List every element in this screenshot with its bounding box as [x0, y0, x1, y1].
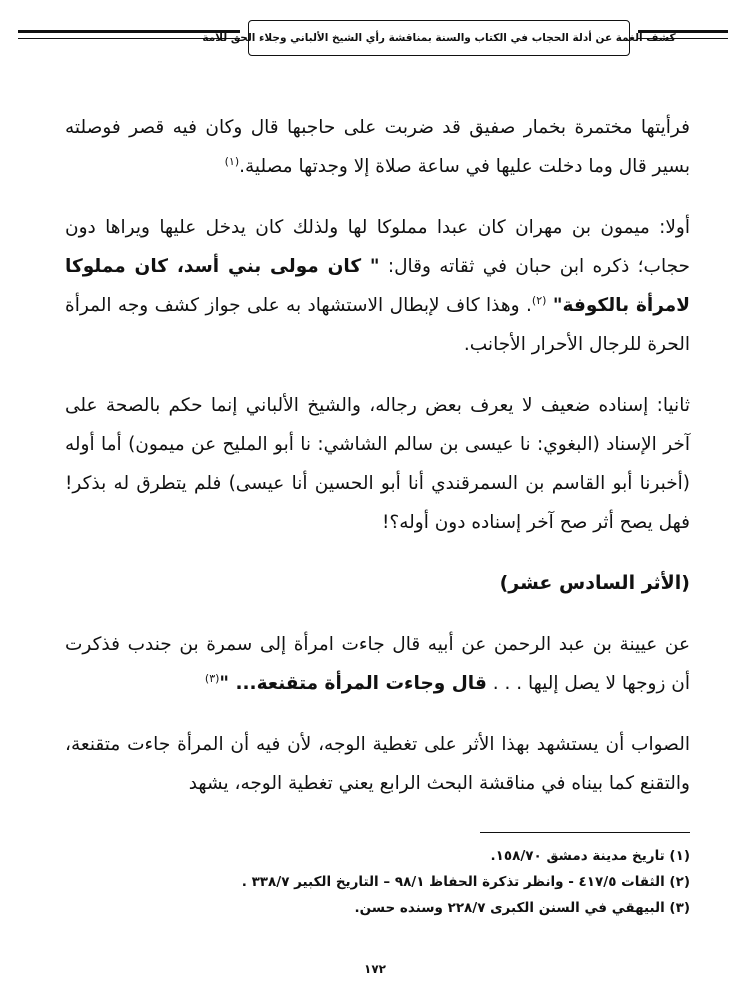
footnote-ref-1: (١) — [224, 154, 240, 168]
footnote-2: (٢) الثقات ٤١٧/٥ - وانظر تذكرة الحفاظ ٩٨/١ – التاريخ الكبير ٣٣٨/٧ . — [241, 874, 690, 890]
footnote-separator — [480, 832, 690, 833]
paragraph-4-quote: قال وجاءت المرأة متقنعة... " — [219, 673, 487, 694]
section-heading: (الأثر السادس عشر) — [499, 572, 690, 594]
footnote-ref-2: (٢) — [531, 293, 547, 307]
paragraph-2-quote: " كان مولى بني أسد، كان مملوكا لامرأة بالكوفة" — [65, 256, 691, 316]
main-text — [65, 108, 690, 803]
paragraph-1-text: فرأيتها مختمرة بخمار صفيق قد ضربت على حاجبها قال وكان فيه قصر فوصلته بسير قال وما دخلت عليها في ساعة صلاة إلا وجدتها مصلية. — [65, 117, 690, 177]
paragraph-5: الصواب أن يستشهد بهذا الأثر على تغطية الوجه، لأن فيه أن المرأة جاءت متقنعة، والتقنع كما بيناه في مناقشة البحث الرابع يعني تغطية الوجه، يشهد — [65, 734, 690, 794]
running-header — [18, 18, 728, 58]
header-title: كشف الغمة عن أدلة الحجاب في الكتاب والسنة بمناقشة رأي الشيخ الألباني وجلاء الحق للأمة — [248, 20, 630, 56]
paragraph-2-text-a: أولا: ميمون بن مهران كان عبدا مملوكا لها ولذلك كان يدخل عليها ويراها دون حجاب؛ ذكره ابن حبان في ثقاته وقال: — [65, 217, 690, 277]
footnote-1: (١) تاريخ مدينة دمشق ١٥٨/٧٠. — [490, 848, 690, 864]
footnote-3: (٣) البيهقي في السنن الكبرى ٢٢٨/٧ وسنده حسن. — [354, 900, 690, 916]
paragraph-4-text: عن عيينة بن عبد الرحمن عن أبيه قال جاءت امرأة إلى سمرة بن جندب فذكرت أن زوجها لا يصل إليها . . . — [65, 634, 690, 694]
paragraph-3: ثانيا: إسناده ضعيف لا يعرف بعض رجاله، والشيخ الألباني إنما حكم بالصحة على آخر الإسناد (البغوي: نا عيسى بن سالم الشاشي: نا أبو المليح عن ميمون) أما أوله (أخبرنا أبو القاسم بن السمرقندي أنا أبو الحسين أنا عيسى) فلم يتطرق له بذكر! فهل يصح أثر صح آخر إسناده دون أوله؟! — [65, 395, 690, 533]
footnote-ref-3: (٣) — [204, 671, 220, 685]
paragraph-4 — [65, 625, 690, 703]
paragraph-2-text-b: . وهذا كاف لإبطال الاستشهاد به على جواز كشف وجه المرأة الحرة للرجال الأحرار الأجانب. — [65, 295, 690, 355]
footnotes — [65, 832, 690, 921]
paragraph-2 — [65, 208, 690, 364]
paragraph-1 — [65, 108, 690, 186]
page-number: ١٧٢ — [364, 962, 386, 976]
